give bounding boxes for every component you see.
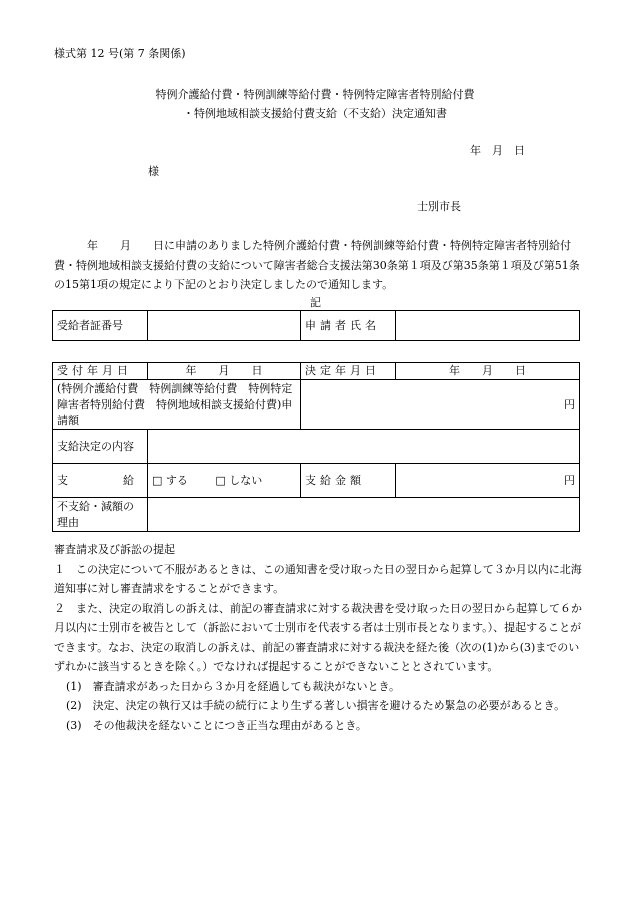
payment-option-yes[interactable]: □ する xyxy=(152,473,188,487)
notes-item-2: ２ また、決定の取消しの訴えは、前記の審査請求に対する裁決書を受け取った日の翌日から起算して６か月以内に士別市を被告として（訴訟において士別市を代表する者は士別市長となります。）、提起することができます。なお、決定の取消しの訴えは、前記の審査請求に対する裁決を経た後（次の(1)から(3)までのいずれかに該当するときを除く。）でなければ提起することができないこととされています。 xyxy=(54,601,582,673)
decision-content-value xyxy=(148,430,580,464)
body-text: 年 月 日に申請のありました特例介護給付費・特例訓練等給付費・特例特定障害者特別給付費・特例地域相談支援給付費の支給について障害者総合支援法第30条第１項及び第35条第１項及び第51条の15第1項の規定により下記のとおり決定しましたので通知します。 xyxy=(54,239,580,291)
notes-sub-2: (2) 決定、決定の執行又は手続の続行により生ずる著しい損害を避けるため緊急の必要があるとき。 xyxy=(66,699,566,712)
recipient-table xyxy=(52,310,580,341)
form-number: 様式第 12 号(第 7 条関係) xyxy=(54,47,186,60)
payment-options[interactable] xyxy=(148,464,301,498)
payment-amount-label: 支給金額 xyxy=(301,464,396,498)
decision-table xyxy=(52,362,580,532)
receipt-date-label: 受付年月日 xyxy=(53,363,148,380)
reason-label: 不支給・減額の理由 xyxy=(53,498,148,532)
decision-content-label: 支給決定の内容 xyxy=(53,430,148,464)
application-amount-unit: 円 xyxy=(301,380,580,430)
document-title-line1: 特例介護給付費・特例訓練等給付費・特例特定障害者特別給付費 xyxy=(155,88,475,101)
recipient-number-value xyxy=(148,311,301,341)
addressee-suffix: 様 xyxy=(148,165,159,178)
receipt-date-value: 年 月 日 xyxy=(148,363,301,380)
appeal-notes xyxy=(54,540,584,735)
application-amount-label: (特例介護給付費 特例訓練等給付費 特例特定障害者特別給付費 特例地域相談支援給付費)申請額 xyxy=(53,380,301,430)
ki-marker: 記 xyxy=(310,296,321,309)
applicant-name-value xyxy=(396,311,580,341)
notes-sub-3: (3) その他裁決を経ないことにつき正当な理由があるとき。 xyxy=(66,718,367,732)
decision-date-value: 年 月 日 xyxy=(396,363,580,380)
notes-sub-1: (1) 審査請求があった日から３か月を経過しても裁決がないとき。 xyxy=(66,679,401,693)
notes-item-1: １ この決定について不服があるときは、この通知書を受け取った日の翌日から起算して３か月以内に北海道知事に対し審査請求をすることができます。 xyxy=(54,562,582,595)
payment-option-no[interactable]: □ しない xyxy=(215,473,263,487)
notes-heading: 審査請求及び訴訟の提起 xyxy=(54,543,175,556)
payment-amount-unit: 円 xyxy=(396,464,580,498)
reason-value xyxy=(148,498,580,532)
issue-date: 年 月 日 xyxy=(470,144,525,157)
applicant-name-label: 申請者氏名 xyxy=(301,311,396,341)
issuer: 士別市長 xyxy=(417,200,461,213)
document-title-line2: ・特例地域相談支援給付費支給（不支給）決定通知書 xyxy=(183,107,447,120)
decision-date-label: 決定年月日 xyxy=(301,363,396,380)
recipient-number-label: 受給者証番号 xyxy=(53,311,148,341)
payment-label: 支 給 xyxy=(53,464,148,498)
